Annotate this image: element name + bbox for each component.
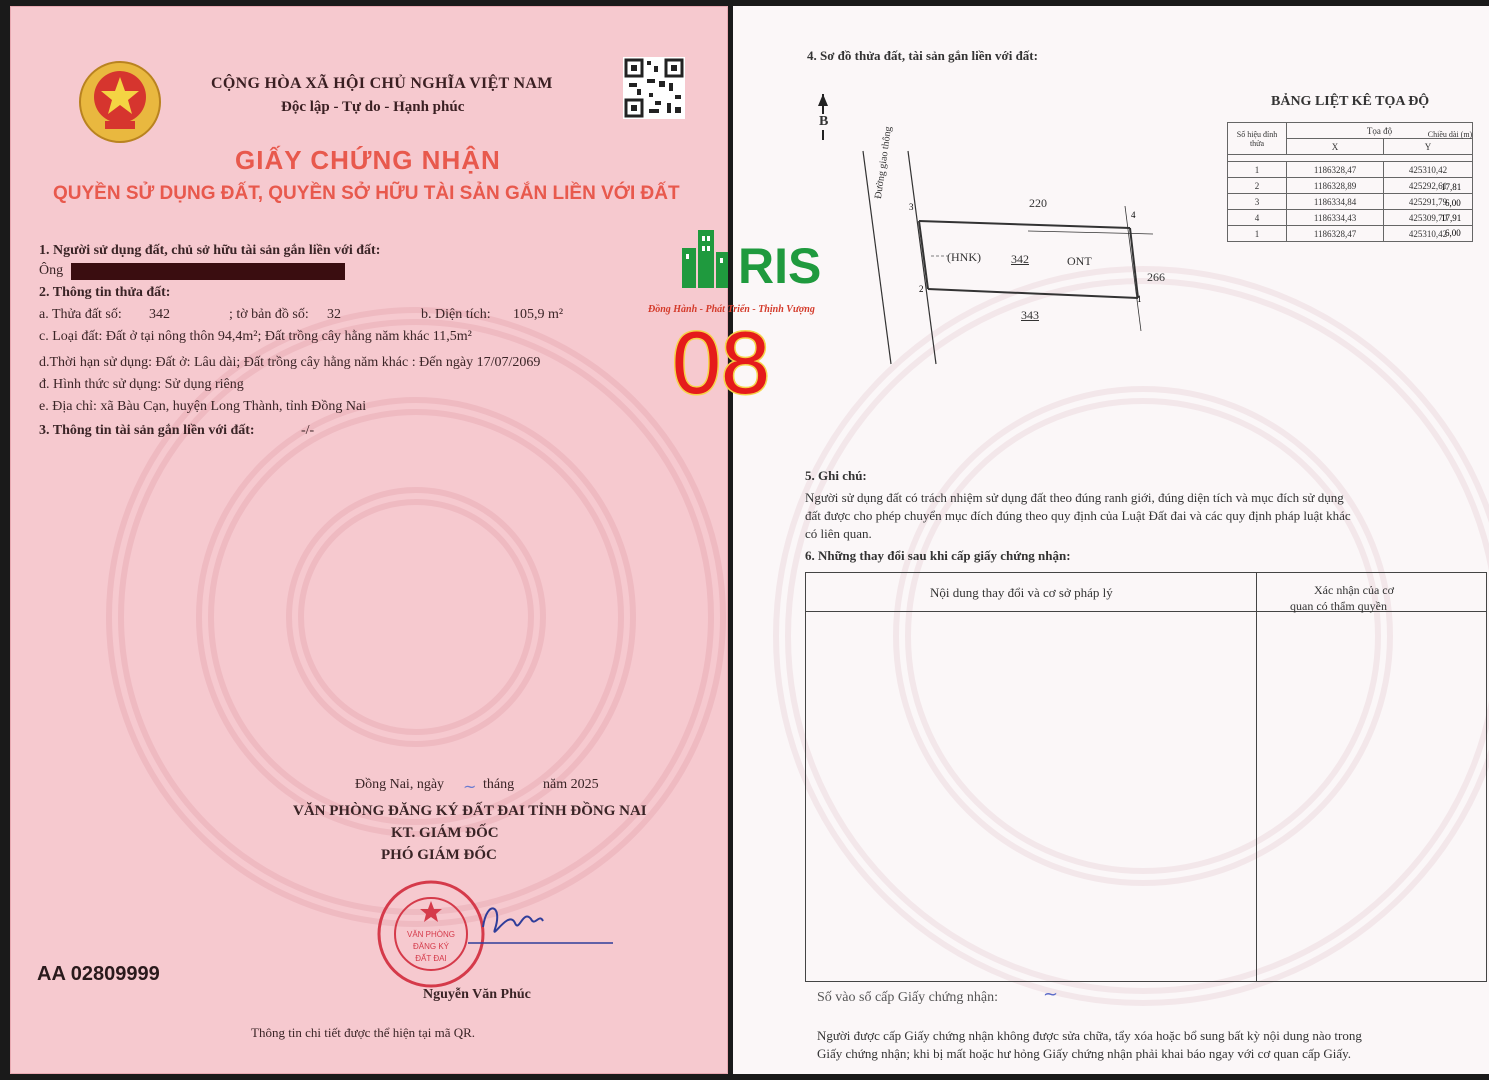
date-prefix: Đồng Nai, ngày: [355, 777, 445, 792]
length-4: 6,00: [1445, 228, 1461, 238]
date-day-handwritten: ~: [463, 777, 477, 796]
neighbor-parcel-266: 266: [1147, 270, 1165, 284]
header-y: Y: [1384, 139, 1473, 155]
changes-col-confirm-1: Xác nhận của cơ: [1314, 583, 1394, 597]
section-6-heading: 6. Những thay đổi sau khi cấp giấy chứng nhận:: [805, 548, 1071, 563]
deputy-director: PHÓ GIÁM ĐỐC: [381, 847, 497, 863]
ris-brand: RIS: [738, 238, 822, 294]
column-divider: [1256, 573, 1257, 981]
section-1-heading: 1. Người sử dụng đất, chủ sở hữu tài sản gắn liền với đất:: [39, 243, 381, 258]
table-row: 2 1186328,89 425292,61: [1228, 178, 1473, 194]
note-line-1: Người sử dụng đất có trách nhiệm sử dụng đất theo đúng ranh giới, đúng diện tích và mục đích sử dụng: [805, 490, 1344, 505]
section-3-heading: 3. Thông tin tài sản gắn liền với đất:: [39, 423, 255, 438]
certificate-subtitle: QUYỀN SỬ DỤNG ĐẤT, QUYỀN SỞ HỮU TÀI SẢN GẮN LIỀN VỚI ĐẤT: [53, 183, 680, 204]
map-sheet-label: ; tờ bản đồ số:: [229, 307, 309, 322]
svg-text:ĐĂNG KÝ: ĐĂNG KÝ: [412, 942, 450, 951]
length-3: 17,91: [1441, 213, 1462, 223]
vertex-4: 4: [1131, 210, 1136, 220]
serial-number: AA 02809999: [37, 963, 160, 985]
section-2-heading: 2. Thông tin thửa đất:: [39, 285, 171, 300]
changes-col-content: Nội dung thay đổi và cơ sở pháp lý: [930, 585, 1113, 600]
listing-number: 08: [672, 313, 770, 412]
header-length: Chiều dài (m): [1427, 130, 1473, 139]
vertex-3: 3: [909, 202, 914, 212]
certificate-title: GIẤY CHỨNG NHẬN: [235, 145, 501, 175]
road-label: Đường giao thông: [873, 125, 895, 200]
svg-text:VĂN PHÒNG: VĂN PHÒNG: [406, 930, 456, 939]
parcel-342-label: 342: [1011, 252, 1029, 266]
vertex-1: 1: [1137, 294, 1142, 304]
section-5-heading: 5. Ghi chú:: [805, 468, 867, 483]
section-3-value: -/-: [301, 423, 315, 438]
section-4-heading: 4. Sơ đồ thửa đất, tài sản gắn liền với đất:: [807, 48, 1038, 63]
length-2: 6,00: [1445, 198, 1461, 208]
certificate-back-page: [733, 6, 1489, 1074]
coordinate-table-title: BẢNG LIỆT KÊ TỌA ĐỘ: [1271, 94, 1430, 109]
land-code-hnk: (HNK): [947, 250, 981, 264]
note-line-3: có liên quan.: [805, 526, 872, 541]
on-behalf-director: KT. GIÁM ĐỐC: [391, 825, 499, 841]
header-coord: Tọa độ: [1287, 123, 1473, 139]
header-x: X: [1287, 139, 1384, 155]
use-form: đ. Hình thức sử dụng: Sử dụng riêng: [39, 377, 244, 392]
svg-text:ĐẤT ĐAI: ĐẤT ĐAI: [415, 954, 447, 963]
warning-line-2: Giấy chứng nhận; khi bị mất hoặc hư hỏng Giấy chứng nhận phải khai báo ngay với cơ quan cấp Giấy.: [817, 1046, 1352, 1061]
table-row: 1 1186328,47 425310,42: [1228, 162, 1473, 178]
issuing-office: VĂN PHÒNG ĐĂNG KÝ ĐẤT ĐAI TỈNH ĐỒNG NAI: [293, 803, 647, 819]
table-row: 4 1186334,43 425309,70: [1228, 210, 1473, 226]
area-value: 105,9 m²: [513, 307, 564, 322]
signer-name: Nguyễn Văn Phúc: [423, 987, 531, 1002]
parcel-number: 342: [149, 307, 170, 322]
address: e. Địa chỉ: xã Bàu Cạn, huyện Long Thành, tỉnh Đồng Nai: [39, 399, 367, 414]
changes-table: [805, 572, 1487, 982]
land-code-ont: ONT: [1067, 254, 1092, 268]
coordinate-table: [1227, 122, 1473, 242]
neighbor-parcel-220: 220: [1029, 196, 1047, 210]
ris-slogan: Đồng Hành - Phát Triển - Thịnh Vượng: [648, 304, 815, 315]
qr-code-icon[interactable]: [623, 57, 685, 119]
owner-name-redaction: [71, 263, 345, 280]
header-point: Số hiệu đỉnh thửa: [1228, 123, 1287, 155]
qr-note: Thông tin chi tiết được thể hiện tại mã QR.: [251, 1025, 476, 1040]
vertex-2: 2: [919, 284, 924, 294]
date-month-label: tháng: [483, 777, 515, 792]
registry-number-handwritten: ~: [1043, 984, 1059, 1005]
motto: Độc lập - Tự do - Hạnh phúc: [281, 99, 465, 115]
table-row: 1 1186328,47 425310,42: [1228, 226, 1473, 242]
date-year: năm 2025: [543, 777, 599, 792]
certificate-front-page: [10, 6, 728, 1074]
changes-col-confirm-2: quan có thẩm quyền: [1290, 599, 1387, 613]
official-stamp-and-signature: [373, 879, 623, 989]
national-emblem-icon: [75, 57, 165, 147]
bronze-drum-watermark-core: [286, 487, 546, 747]
note-line-2: đất được cho phép chuyển mục đích đúng theo quy định của Luật Đất đai và các quy định pháp luật khác: [805, 508, 1351, 523]
area-label: b. Diện tích:: [421, 307, 491, 322]
nation-header: CỘNG HÒA XÃ HỘI CHỦ NGHĨA VIỆT NAM: [211, 75, 553, 92]
land-type: c. Loại đất: Đất ở tại nông thôn 94,4m²; Đất trồng cây hằng năm khác 11,5m²: [39, 329, 472, 344]
registry-number-label: Số vào sổ cấp Giấy chứng nhận:: [817, 990, 998, 1005]
ris-buildings-logo-icon: [676, 222, 736, 292]
warning-line-1: Người được cấp Giấy chứng nhận không được sửa chữa, tẩy xóa hoặc bổ sung bất kỳ nội dung nào trong: [817, 1028, 1362, 1043]
north-label: B: [819, 114, 829, 129]
neighbor-parcel-343: 343: [1021, 308, 1039, 322]
map-sheet-number: 32: [327, 307, 341, 322]
use-term: d.Thời hạn sử dụng: Đất ở: Lâu dài; Đất trồng cây hằng năm khác : Đến ngày 17/07/2069: [39, 355, 541, 370]
parcel-label: a. Thửa đất số:: [39, 307, 122, 322]
length-1: 17,81: [1441, 182, 1462, 192]
owner-prefix: Ông: [39, 263, 64, 278]
table-row: 3 1186334,84 425291,79: [1228, 194, 1473, 210]
